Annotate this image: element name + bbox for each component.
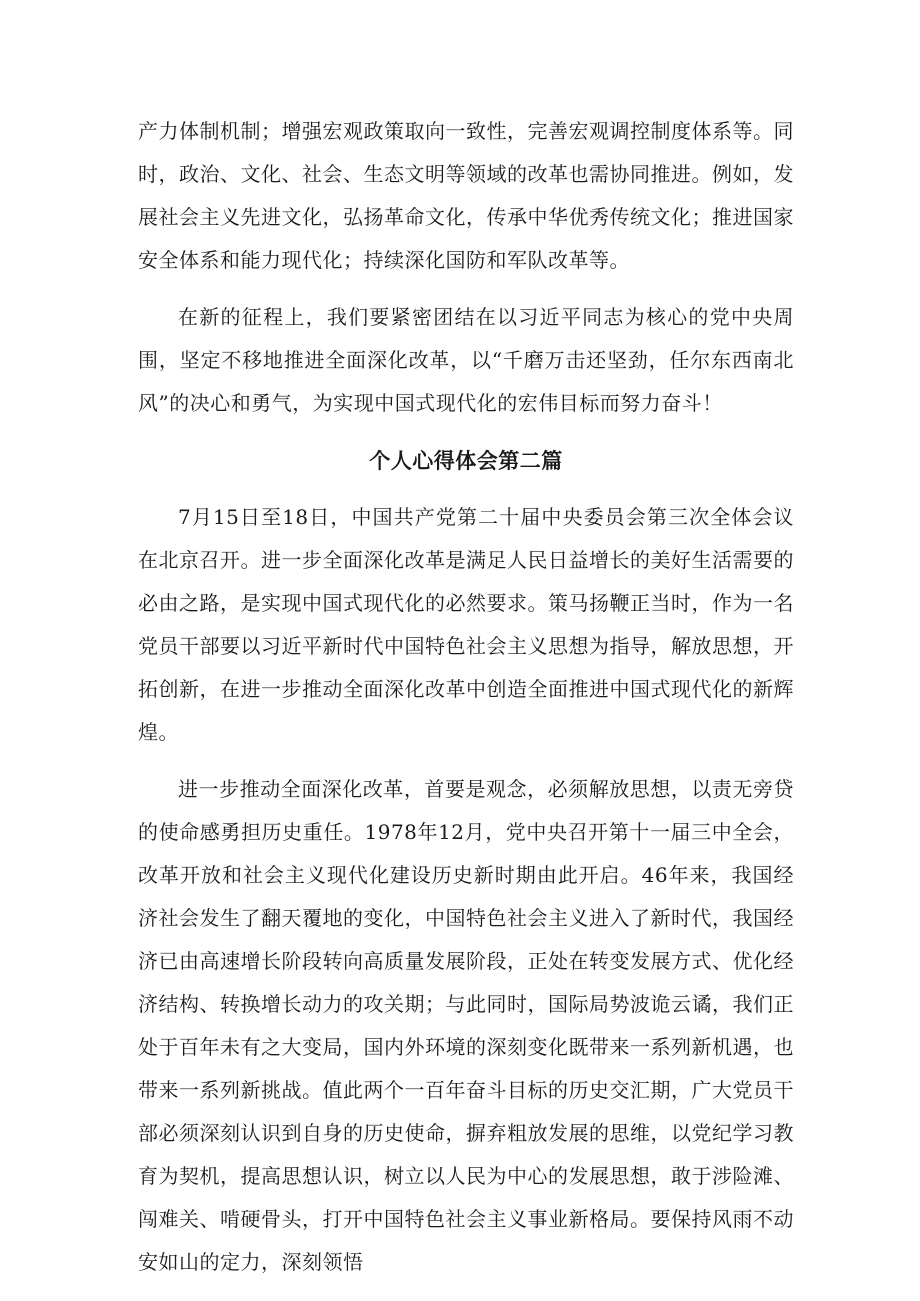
section-title: [138, 439, 794, 482]
paragraph-continuation: 产力体制机制；增强宏观政策取向一致性，完善宏观调控制度体系等。同时，政治、文化、社会、生态文明等领域的改革也需协同推进。例如，发展社会主义先进文化，弘扬革命文化，传承中华优秀传统文化；推进国家安全体系和能力现代化；持续深化国防和军队改革等。: [138, 119, 794, 272]
paragraph-section-body: 进一步推动全面深化改革，首要是观念，必须解放思想，以责无旁贷的使命感勇担历史重任。1978年12月，党中央召开第十一届三中全会，改革开放和社会主义现代化建设历史新时期由此开启。46年来，我国经济社会发生了翻天覆地的变化，中国特色社会主义进入了新时代，我国经济已由高速增长阶段转向高质量发展阶段，正处在转变发展方式、优化经济结构、转换增长动力的攻关期；与此同时，国际局势波诡云谲，我们正处于百年未有之大变局，国内外环境的深刻变化既带来一系列新机遇，也带来一系列新挑战。值此两个一百年奋斗目标的历史交汇期，广大党员干部必须深刻认识到自身的历史使命，摒弃粗放发展的思维，以党纪学习教育为契机，提高思想认识，树立以人民为中心的发展思想，敢于涉险滩、闯难关、啃硬骨头，打开中国特色社会主义事业新格局。要保持风雨不动安如山的定力，深刻领悟: [138, 777, 794, 1274]
paragraph-conclusion: 在新的征程上，我们要紧密团结在以习近平同志为核心的党中央周围，坚定不移地推进全面深化改革，以“千磨万击还坚劲，任尔东西南北风”的决心和勇气，为实现中国式现代化的宏伟目标而努力奋斗！: [138, 305, 794, 415]
section-title-bold: 第二篇: [498, 448, 563, 473]
section-title-normal: 个人心得体会: [369, 448, 499, 473]
document-body: [138, 110, 794, 1284]
paragraph-section-intro: 7月15日至18日，中国共产党第二十届中央委员会第三次全体会议在北京召开。进一步全面深化改革是满足人民日益增长的美好生活需要的必由之路，是实现中国式现代化的必然要求。策马扬鞭正当时，作为一名党员干部要以习近平新时代中国特色社会主义思想为指导，解放思想，开拓创新，在进一步推动全面深化改革中创造全面推进中国式现代化的新辉煌。: [138, 505, 794, 744]
